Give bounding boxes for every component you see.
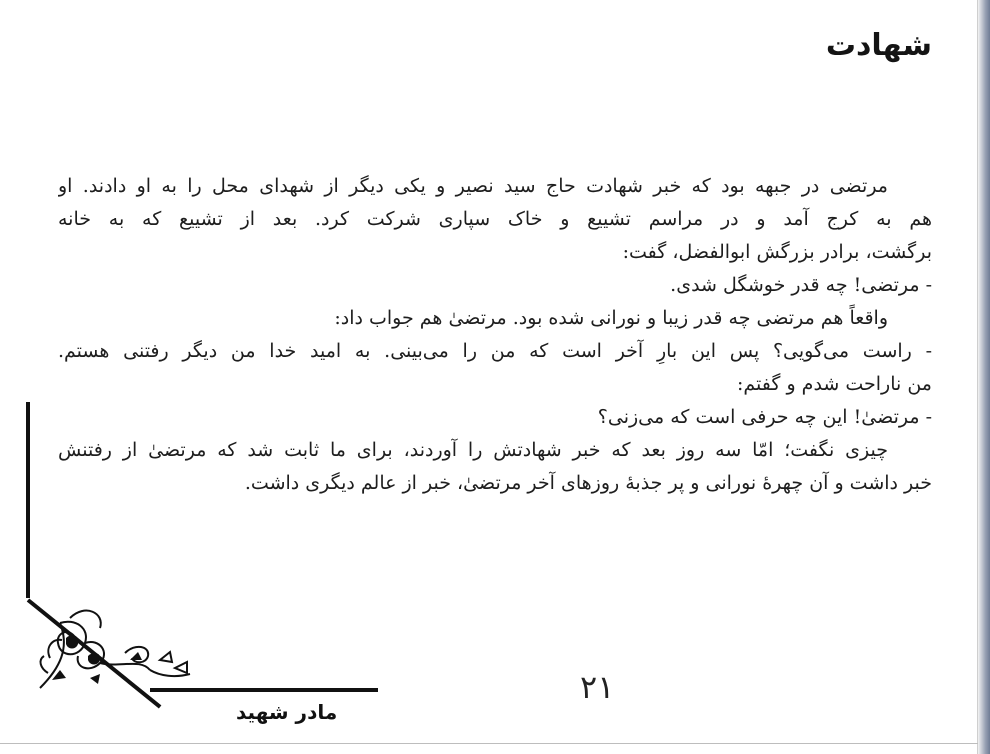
frame-vertical-line [26,402,30,598]
page-number: ۲۱ [580,668,615,706]
text-line-4: - مرتضی! چه قدر خوشگل شدی. [670,274,932,296]
text-line-3: برگشت، برادر بزرگش ابوالفضل، گفت: [622,241,932,263]
text-line-1: مرتضی در جبهه بود که خبر شهادت حاج سید نصیر و یکی دیگر از شهدای محل را به او دادند. او [58,175,888,197]
text-line-9: چیزی نگفت؛ امّا سه روز بعد که خبر شهادتش را آوردند، برای ما ثابت شد که مرتضیٰ از رفتنش [58,439,888,461]
page-title: شهادت [825,28,932,63]
text-line-7: من ناراحت شدم و گفتم: [736,373,932,395]
text-line-8: - مرتضیٰ! این چه حرفی است که می‌زنی؟ [597,406,932,428]
text-line-6: - راست می‌گویی؟ پس این بارِ آخر است که من را می‌بینی. به امید خدا من دیگر رفتنی هستم. [58,340,932,362]
scan-edge-strip [978,0,990,754]
text-line-2: هم به کرج آمد و در مراسم تشییع و خاک سپاری شرکت کرد. بعد از تشییع که به خانه [58,208,932,230]
bottom-rule [0,743,978,744]
body-text [58,170,932,500]
text-line-10: خبر داشت و آن چهرهٔ نورانی و پر جذبهٔ روزهای آخر مرتضیٰ، خبر از عالم دیگری داشت. [244,472,932,494]
rose-flower-icon [30,598,205,702]
text-line-5: واقعاً هم مرتضی چه قدر زیبا و نورانی شده بود. مرتضیٰ هم جواب داد: [334,307,888,329]
footer-label: مادر شهید [236,700,338,724]
